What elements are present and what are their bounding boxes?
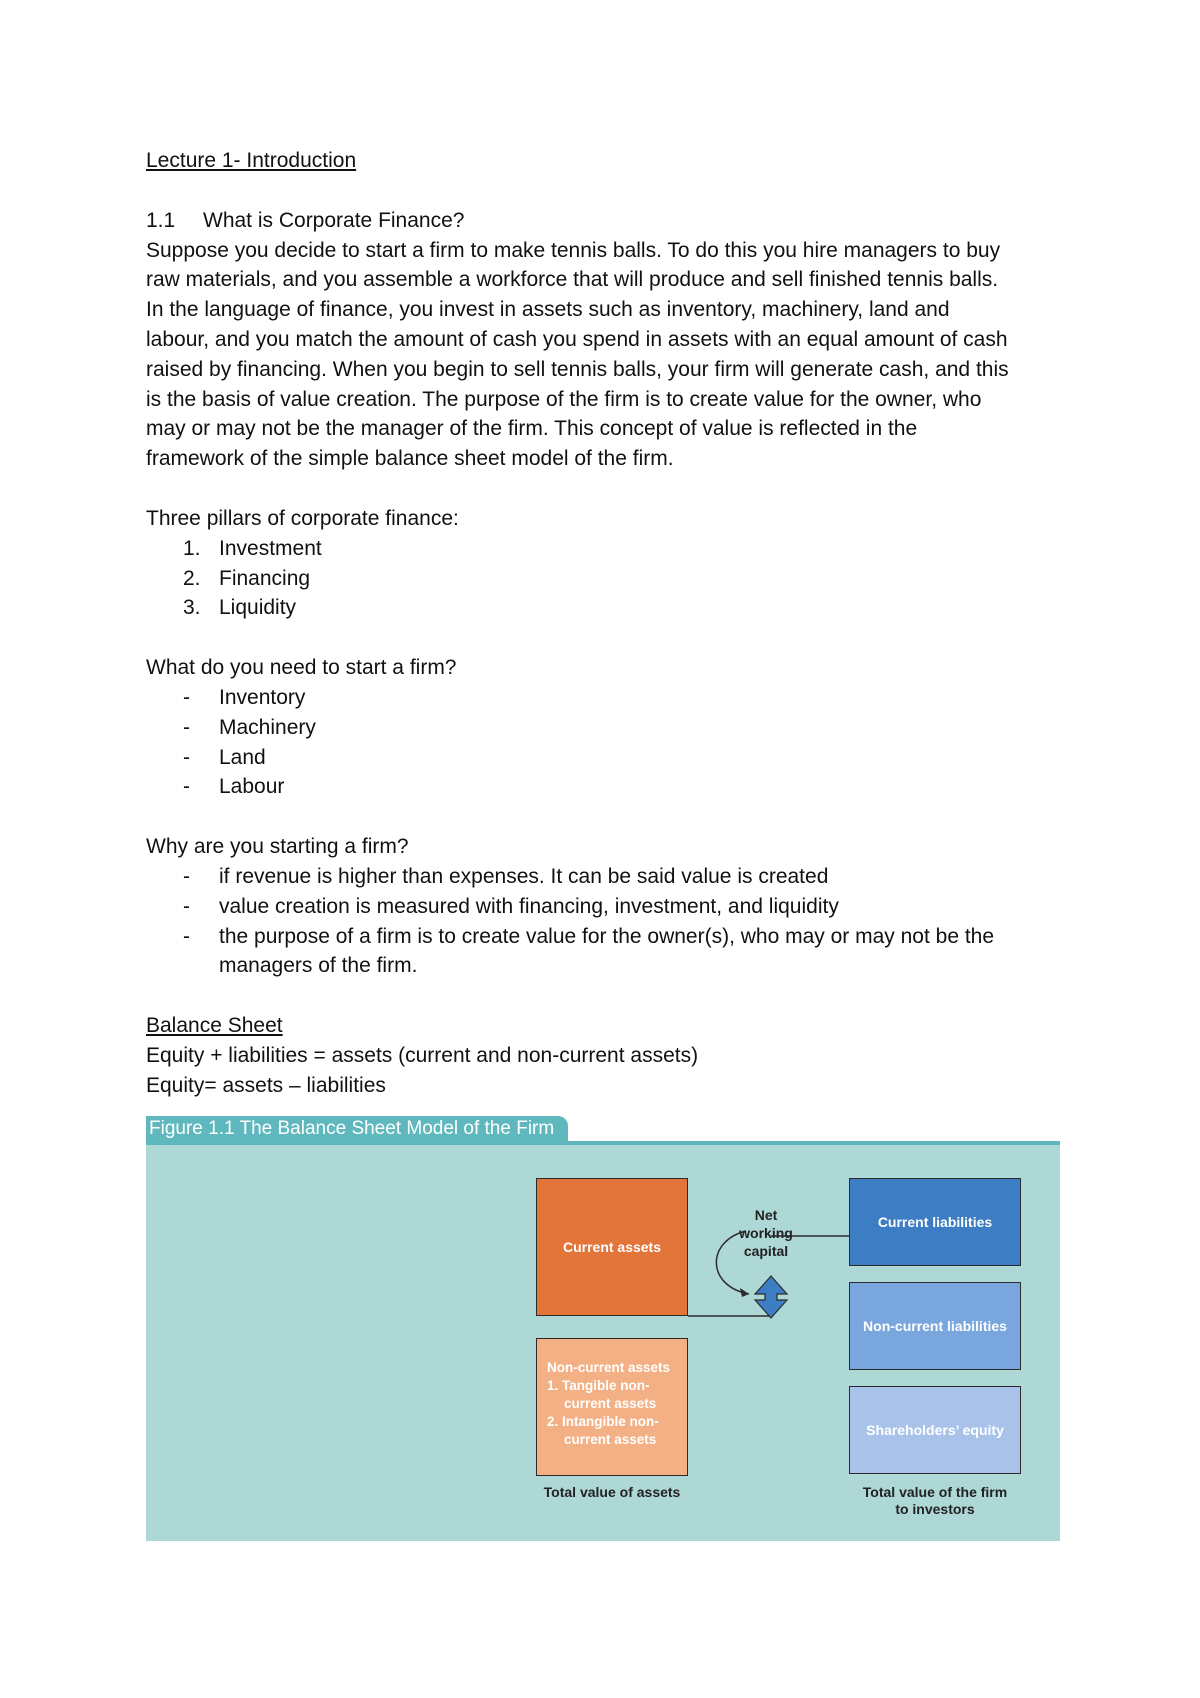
list-number: 2.	[183, 566, 201, 590]
need-heading: What do you need to start a firm?	[146, 656, 457, 680]
pillars-heading: Three pillars of corporate finance:	[146, 506, 459, 530]
list-dash: -	[183, 685, 190, 709]
intro-line: Suppose you decide to start a firm to make tennis balls. To do this you hire managers to buy	[146, 238, 1001, 262]
list-text: Liquidity	[219, 596, 297, 620]
intro-line: is the basis of value creation. The purpose of the firm is to create value for the owner, who	[146, 387, 982, 411]
balance-sheet-figure	[146, 1116, 1060, 1541]
list-number: 1.	[183, 536, 201, 560]
list-text: Investment	[219, 536, 322, 560]
intro-line: may or may not be the manager of the firm. This concept of value is reflected in the	[146, 417, 918, 441]
list-item	[146, 772, 1066, 802]
list-item	[146, 922, 1066, 982]
list-dash: -	[183, 894, 190, 918]
list-item	[146, 892, 1066, 922]
list-item	[146, 713, 1066, 743]
list-text: Financing	[219, 566, 311, 590]
list-text: Labour	[219, 775, 285, 799]
balance-equation-1: Equity + liabilities = assets (current and non-current assets)	[146, 1043, 699, 1067]
current-liabilities-box: Current liabilities	[849, 1178, 1021, 1266]
section-number: 1.1	[146, 208, 176, 232]
noncurrent-assets-title: Non-current assets	[547, 1360, 671, 1375]
intro-line: labour, and you match the amount of cash you spend in assets with an equal amount of cash	[146, 327, 1008, 351]
intro-line: In the language of finance, you invest in assets such as inventory, machinery, land and	[146, 298, 950, 322]
list-dash: -	[183, 775, 190, 799]
list-text: Machinery	[219, 715, 316, 739]
current-assets-box: Current assets	[536, 1178, 688, 1316]
section-heading	[146, 206, 1066, 236]
total-firm-value-label	[839, 1484, 1031, 1518]
total-firm-line: to investors	[895, 1501, 975, 1517]
shareholders-equity-box: Shareholders’ equity	[849, 1386, 1021, 1474]
document-body	[146, 146, 1066, 1101]
nwc-line: working	[739, 1225, 793, 1241]
list-item	[146, 593, 1066, 623]
pillars-list	[146, 534, 1066, 623]
noncurrent-item: 1. Tangible non-	[547, 1378, 650, 1393]
need-list	[146, 683, 1066, 802]
why-heading: Why are you starting a firm?	[146, 835, 409, 859]
list-dash: -	[183, 715, 190, 739]
total-assets-label: Total value of assets	[543, 1484, 681, 1500]
why-list	[146, 862, 1066, 981]
nwc-line: capital	[743, 1243, 789, 1259]
list-dash: -	[183, 924, 190, 948]
list-text: Inventory	[219, 685, 306, 709]
lecture-title: Lecture 1- Introduction	[146, 149, 357, 172]
list-number: 3.	[183, 596, 201, 620]
balance-equation-2: Equity= assets – liabilities	[146, 1073, 386, 1097]
list-text: Land	[219, 745, 266, 769]
noncurrent-assets-box	[536, 1338, 688, 1476]
intro-line: raw materials, and you assemble a workforce that will produce and sell finished tennis balls.	[146, 268, 999, 292]
nwc-line: Net	[754, 1207, 778, 1223]
intro-line: framework of the simple balance sheet model of the firm.	[146, 447, 674, 471]
list-item	[146, 534, 1066, 564]
balance-sheet-heading: Balance Sheet	[146, 1014, 283, 1038]
list-dash: -	[183, 745, 190, 769]
net-working-capital-label	[716, 1206, 816, 1260]
double-arrow-icon	[755, 1276, 787, 1318]
nwc-curve-arrowhead	[740, 1288, 749, 1297]
noncurrent-item: current assets	[564, 1432, 657, 1447]
list-text: the purpose of a firm is to create value for the owner(s), who may or may not be the managers of the firm.	[219, 924, 995, 978]
noncurrent-item: current assets	[564, 1396, 657, 1411]
total-firm-line: Total value of the firm	[862, 1484, 1008, 1500]
list-item	[146, 862, 1066, 892]
intro-line: raised by financing. When you begin to sell tennis balls, your firm will generate cash, and this	[146, 357, 1009, 381]
list-text: value creation is measured with financing, investment, and liquidity	[219, 894, 839, 918]
list-item	[146, 564, 1066, 594]
list-dash: -	[183, 864, 190, 888]
intro-paragraph	[146, 236, 1066, 474]
figure-caption: Figure 1.1 The Balance Sheet Model of the Firm	[146, 1116, 568, 1142]
section-title: What is Corporate Finance?	[203, 208, 465, 232]
list-item	[146, 683, 1066, 713]
list-item	[146, 743, 1066, 773]
noncurrent-item: 2. Intangible non-	[547, 1414, 659, 1429]
list-text: if revenue is higher than expenses. It can be said value is created	[219, 864, 829, 888]
noncurrent-liabilities-box: Non-current liabilities	[849, 1282, 1021, 1370]
